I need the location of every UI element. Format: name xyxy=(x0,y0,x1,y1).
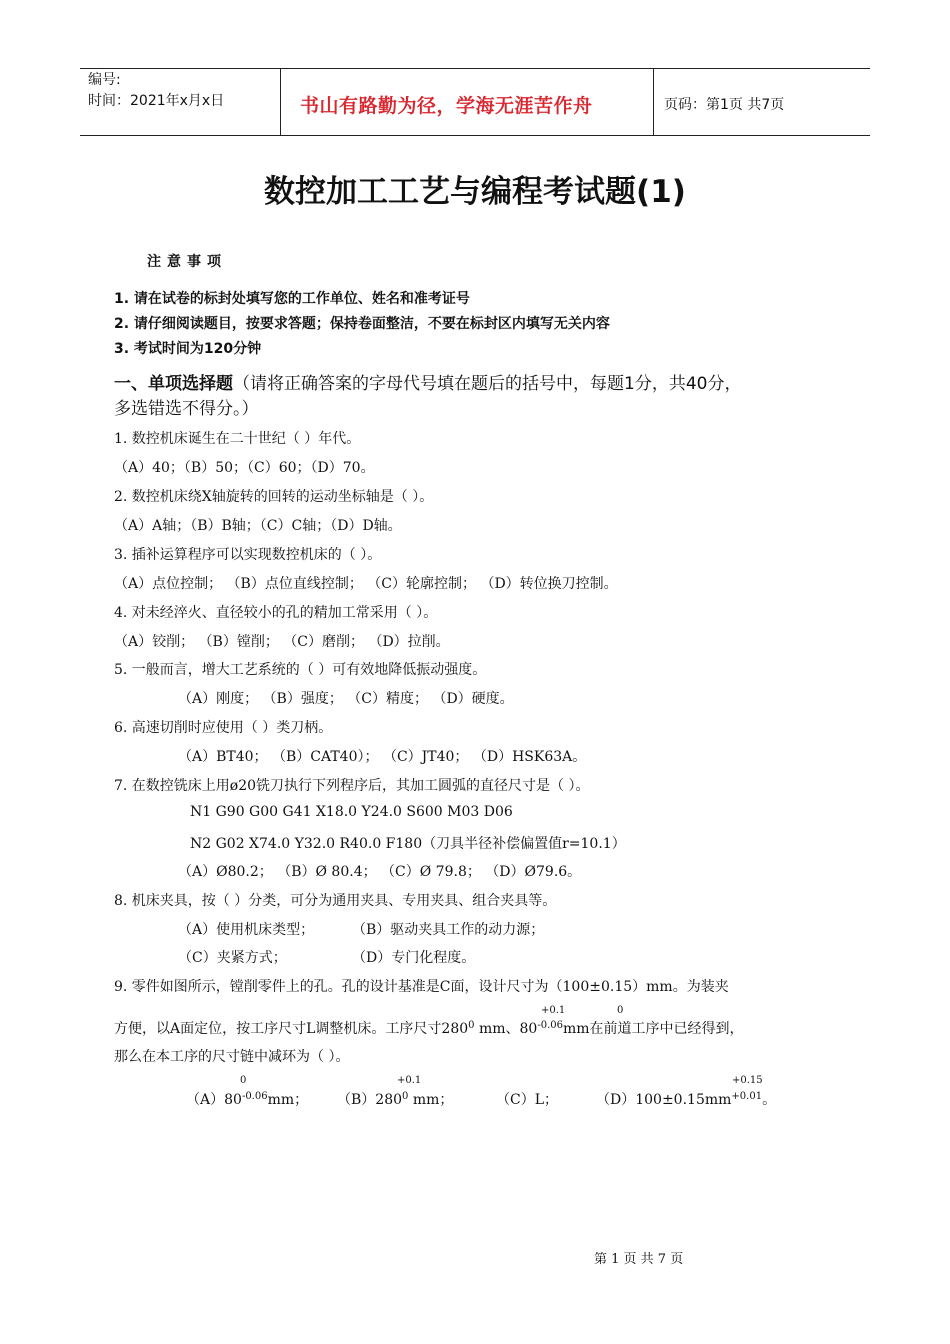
question-2-options: （A）A轴；（B）B轴；（C）C轴；（D）D轴。 xyxy=(114,518,402,534)
header-divider-right xyxy=(653,68,654,136)
question-9-option-a xyxy=(186,1089,308,1109)
question-2: 2. 数控机床绕X轴旋转的回转的运动坐标轴是（ ）。 xyxy=(114,489,434,505)
section-heading xyxy=(114,372,741,397)
question-6: 6. 高速切削时应使用（ ）类刀柄。 xyxy=(114,720,333,736)
q9-tolerance-upper-1: +0.1 xyxy=(541,1005,566,1016)
question-4: 4. 对未经淬火、直径较小的孔的精加工常采用（ ）。 xyxy=(114,605,438,621)
page-footer: 第 1 页 共 7 页 xyxy=(594,1252,684,1267)
question-3-options: （A）点位控制； （B）点位直线控制； （C）轮廓控制； （D）转位换刀控制。 xyxy=(114,576,618,592)
q9-opt-b-text: （B）280 xyxy=(337,1092,403,1108)
q9-opt-b-unit: mm； xyxy=(408,1092,454,1108)
notice-item-3: 3. 考试时间为120分钟 xyxy=(114,341,262,357)
question-8-option-c: （C）夹紧方式； xyxy=(178,950,287,966)
header-divider-left xyxy=(280,68,281,136)
header-bottom-rule xyxy=(80,135,870,136)
q9-opt-d-lower: +0.01 xyxy=(731,1091,763,1102)
q9-opt-b-lower: 0 xyxy=(402,1091,409,1102)
question-8-option-a: （A）使用机床类型； xyxy=(178,922,315,938)
q9-opt-a-text: （A）80 xyxy=(186,1092,242,1108)
question-3: 3. 插补运算程序可以实现数控机床的（ ）。 xyxy=(114,547,382,563)
question-9-line-3: 那么在本工序的尺寸链中减环为（ ）。 xyxy=(114,1049,350,1065)
question-9-line-1: 9. 零件如图所示，镗削零件上的孔。孔的设计基准是C面，设计尺寸为（100±0.15）mm。为装夹 xyxy=(114,979,729,995)
notice-heading: 注意事项 xyxy=(147,254,227,270)
q9-tolerance-upper-2: 0 xyxy=(617,1005,624,1016)
q9-opt-d-upper: +0.15 xyxy=(732,1075,763,1086)
header-page-code: 页码：第1页 共7页 xyxy=(664,97,785,113)
question-1: 1. 数控机床诞生在二十世纪（ ）年代。 xyxy=(114,431,361,447)
q9-tolerance-lower-1: 0 xyxy=(468,1020,475,1031)
question-4-options: （A）铰削； （B）镗削； （C）磨削； （D）拉削。 xyxy=(114,634,450,650)
question-8: 8. 机床夹具，按（ ）分类，可分为通用夹具、专用夹具、组合夹具等。 xyxy=(114,893,557,909)
q9-line2-part-a: 方便，以A面定位，按工序尺寸L调整机床。工序尺寸280 xyxy=(114,1021,469,1037)
notice-item-2: 2. 请仔细阅读题目，按要求答题；保持卷面整洁，不要在标封区内填写无关内容 xyxy=(114,316,610,332)
question-7-program-line-1: N1 G90 G00 G41 X18.0 Y24.0 S600 M03 D06 xyxy=(190,804,513,820)
q9-line2-part-b: mm、80 xyxy=(474,1021,538,1037)
header-time-label: 时间：2021年x月x日 xyxy=(88,93,225,109)
question-5: 5. 一般而言，增大工艺系统的（ ）可有效地降低振动强度。 xyxy=(114,662,487,678)
header-number-label: 编号: xyxy=(88,72,121,88)
header-top-rule xyxy=(80,68,870,69)
q9-opt-b-upper: +0.1 xyxy=(397,1075,422,1086)
q9-line2-part-c: mm在前道工序中已经得到， xyxy=(563,1021,744,1037)
question-9-line-2 xyxy=(114,1018,744,1038)
question-7-options: （A）Ø80.2； （B）Ø 80.4； （C）Ø 79.8； （D）Ø79.6。 xyxy=(178,864,582,880)
question-6-options: （A）BT40； （B）CAT40）； （C）JT40； （D）HSK63A。 xyxy=(178,749,587,765)
q9-opt-a-lower: -0.06 xyxy=(241,1091,268,1102)
section-desc-2: 多选错选不得分。） xyxy=(114,399,259,419)
question-8-option-d: （D）专门化程度。 xyxy=(352,950,476,966)
question-9-option-c: （C）L； xyxy=(496,1092,559,1108)
section-label: 一、单项选择题 xyxy=(114,374,233,394)
question-9-option-b xyxy=(337,1089,453,1109)
question-9-option-d xyxy=(596,1089,776,1109)
question-1-options: （A）40；（B）50；（C）60；（D）70。 xyxy=(114,460,375,476)
header-motto: 书山有路勤为径，学海无涯苦作舟 xyxy=(300,95,593,117)
section-desc-1: （请将正确答案的字母代号填在题后的括号中，每题1分，共40分， xyxy=(233,374,742,394)
q9-opt-a-unit: mm； xyxy=(267,1092,309,1108)
q9-tolerance-lower-2: -0.06 xyxy=(537,1020,563,1031)
q9-opt-d-end: 。 xyxy=(762,1092,777,1108)
page-title: 数控加工工艺与编程考试题(1) xyxy=(264,174,686,210)
question-7-program-line-2: N2 G02 X74.0 Y32.0 R40.0 F180（刀具半径补偿偏置值r=10.1） xyxy=(190,836,626,852)
q9-opt-d-text: （D）100±0.15mm xyxy=(596,1092,732,1108)
q9-opt-a-upper: 0 xyxy=(240,1075,247,1086)
question-7: 7. 在数控铣床上用ø20铣刀执行下列程序后，其加工圆弧的直径尺寸是（ ）。 xyxy=(114,778,590,794)
question-8-option-b: （B）驱动夹具工作的动力源； xyxy=(352,922,545,938)
notice-item-1: 1. 请在试卷的标封处填写您的工作单位、姓名和准考证号 xyxy=(114,291,470,307)
question-5-options: （A）刚度； （B）强度； （C）精度； （D）硬度。 xyxy=(178,691,514,707)
